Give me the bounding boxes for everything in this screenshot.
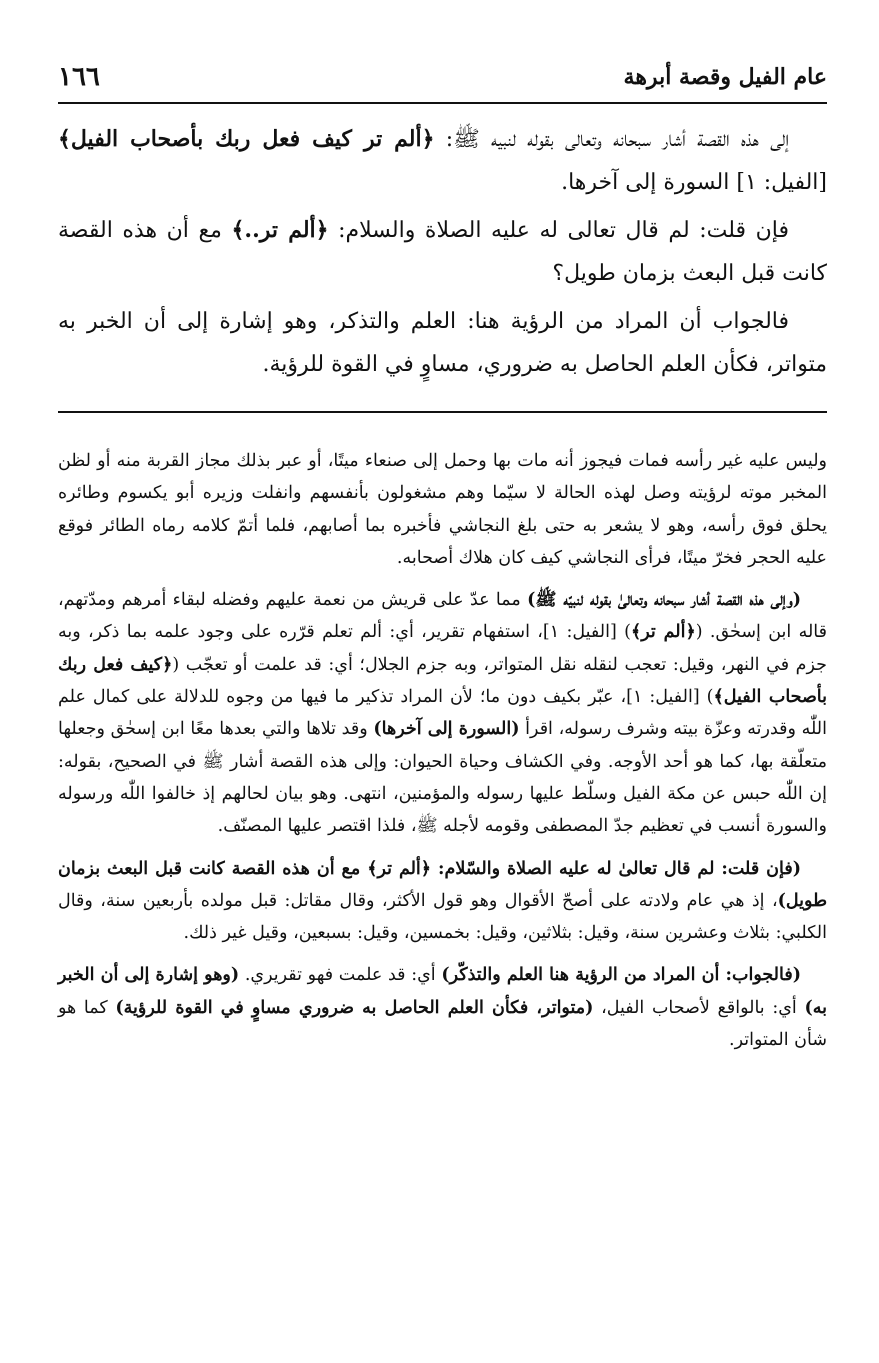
quoted-matn: (وإلى هذه القصة أشار سبحانه وتعالىٰ بقوله لنبيّه ﷺ) (527, 590, 802, 611)
commentary-run: أي: بالواقع لأصحاب الفيل، (593, 997, 805, 1018)
commentary-run: ، إذ هي عام ولادته على أصحّ الأقوال وهو قول الأكثر، وقال مقاتل: قبل مولده بأربعين سنة، وقال الكلبي: بثلاث وعشرين سنة، وقيل: بثلاثين، وقيل: بخمسين، وقيل: بسبعين، وقيل غير ذلك. (58, 890, 827, 944)
quoted-matn: (وهو إشارة إلى أن الخبر به) (58, 965, 827, 1018)
commentary-paragraph (58, 584, 827, 842)
quoted-matn: (فإن قلت: لم قال تعالىٰ له عليه الصلاة والسّلام: (431, 858, 801, 879)
quoted-matn: مع أن هذه القصة كانت قبل البعث بزمان طويل) (58, 858, 827, 911)
commentary-run: وقد تلاها والتي بعدها معًا ابن إسحٰق وجعلها متعلّقة بها، كما هو أحد الأوجه. وفي الكشاف وحياة الحيوان: وإلى هذه القصة أشار ﷺ في الصحيح، بقوله: إن اللّٰه حبس عن مكة الفيل وسلّط عليها رسوله والمؤمنين، انتهى. وهو بيان لحالهم إذ خالفوا اللّٰه ورسوله والسورة أنسب في تعظيم جدّ المصطفى وقومه لأجله ﷺ، فلذا اقتصر عليها المصنّف. (58, 719, 827, 837)
main-paragraph (58, 300, 827, 386)
text-run: مع أن هذه القصة كانت قبل البعث بزمان طويل؟ (58, 218, 827, 286)
main-paragraph (58, 209, 827, 295)
main-text (58, 118, 827, 386)
quoted-matn: (متواتر، فكأن العلم الحاصل به ضروري مساوٍ في القوة للرؤية) (115, 997, 594, 1018)
commentary-run: مما عدّ على قريش من نعمة عليهم وفضله لبقاء أمرهم ومدّتهم، قاله ابن إسحٰق. ( (58, 590, 827, 643)
quran-quote: ﴿ألم تر..﴾ (231, 217, 329, 243)
main-paragraph (58, 118, 827, 204)
running-title: عام الفيل وقصة أبرهة (623, 64, 827, 90)
text-run: [الفيل: ١] السورة إلى آخرها. (561, 170, 827, 195)
text-run: فإن قلت: لم قال تعالى له عليه الصلاة والسلام: (328, 218, 789, 243)
commentary-run: أي: قد علمت فهو تقريري. (239, 965, 442, 986)
divider-line (58, 411, 827, 413)
quran-quote: ﴿ألم تر كيف فعل ربك بأصحاب الفيل﴾ (58, 126, 435, 152)
quoted-matn: ﴿كيف فعل ربك بأصحاب الفيل﴾ (58, 654, 828, 708)
commentary-paragraph (58, 853, 827, 950)
text-run: فالجواب أن المراد من الرؤية هنا: العلم والتذكر، وهو إشارة إلى أن الخبر به متواتر، فكأن العلم الحاصل به ضروري، مساوٍ في القوة للرؤية. (58, 309, 827, 377)
page-header (58, 52, 827, 104)
commentary-run: وليس عليه غير رأسه فمات فيجوز أنه مات بها وحمل إلى صنعاء ميتًا، أو عبر بذلك مجاز القربة منه أو لظن المخبر موته لرؤيته وصل لهذه الحالة لا سيّما وهم مشغولون بأنفسهم وانفلت وزيره أبو يكسوم وطائره يحلق فوق رأسه، وهو لا يشعر به حتى بلغ النجاشي فأخبره بما أصابهم، فلما أتمّ كلامه رماه الطائر فوقع عليه الحجر فخرّ ميتًا، فرأى النجاشي كيف كان هلاك أصحابه. (58, 451, 827, 568)
commentary-paragraph (58, 959, 827, 1056)
commentary-paragraph (58, 445, 827, 574)
commentary-run: ) [الفيل: ١]، عبّر بكيف دون ما؛ لأن المراد تذكير ما فيها من وجوه للدلالة على كمال علم اللّٰه وقدرته وعزّة بيته وشرف رسوله، اقرأ (58, 687, 827, 740)
quoted-matn: (فالجواب: أن المراد من الرؤية هنا العلم والتذكّر) (441, 965, 801, 986)
text-run: إلى هذه القصة أشار سبحانه وتعالى بقوله لنبيه ﷺ: (434, 127, 789, 152)
page-number: ١٦٦ (58, 62, 100, 92)
commentary-run: ) [الفيل: ١]، استفهام تقرير، أي: ألم تعلم قرّره على وجود علمه بما ذكر، وبه جزم في النهر، وقيل: تعجب لنقله نقل المتواتر، وبه جزم الجلال؛ أي: قد علمت أو تعجّب ( (58, 622, 827, 675)
quoted-matn: ﴿ألم تر﴾ (630, 622, 696, 643)
quoted-matn: (السورة إلى آخرها) (373, 719, 520, 740)
commentary-run: كما هو شأن المتواتر. (58, 997, 827, 1051)
quoted-matn: ﴿ألم تر﴾ (367, 858, 432, 879)
commentary (58, 445, 827, 1056)
